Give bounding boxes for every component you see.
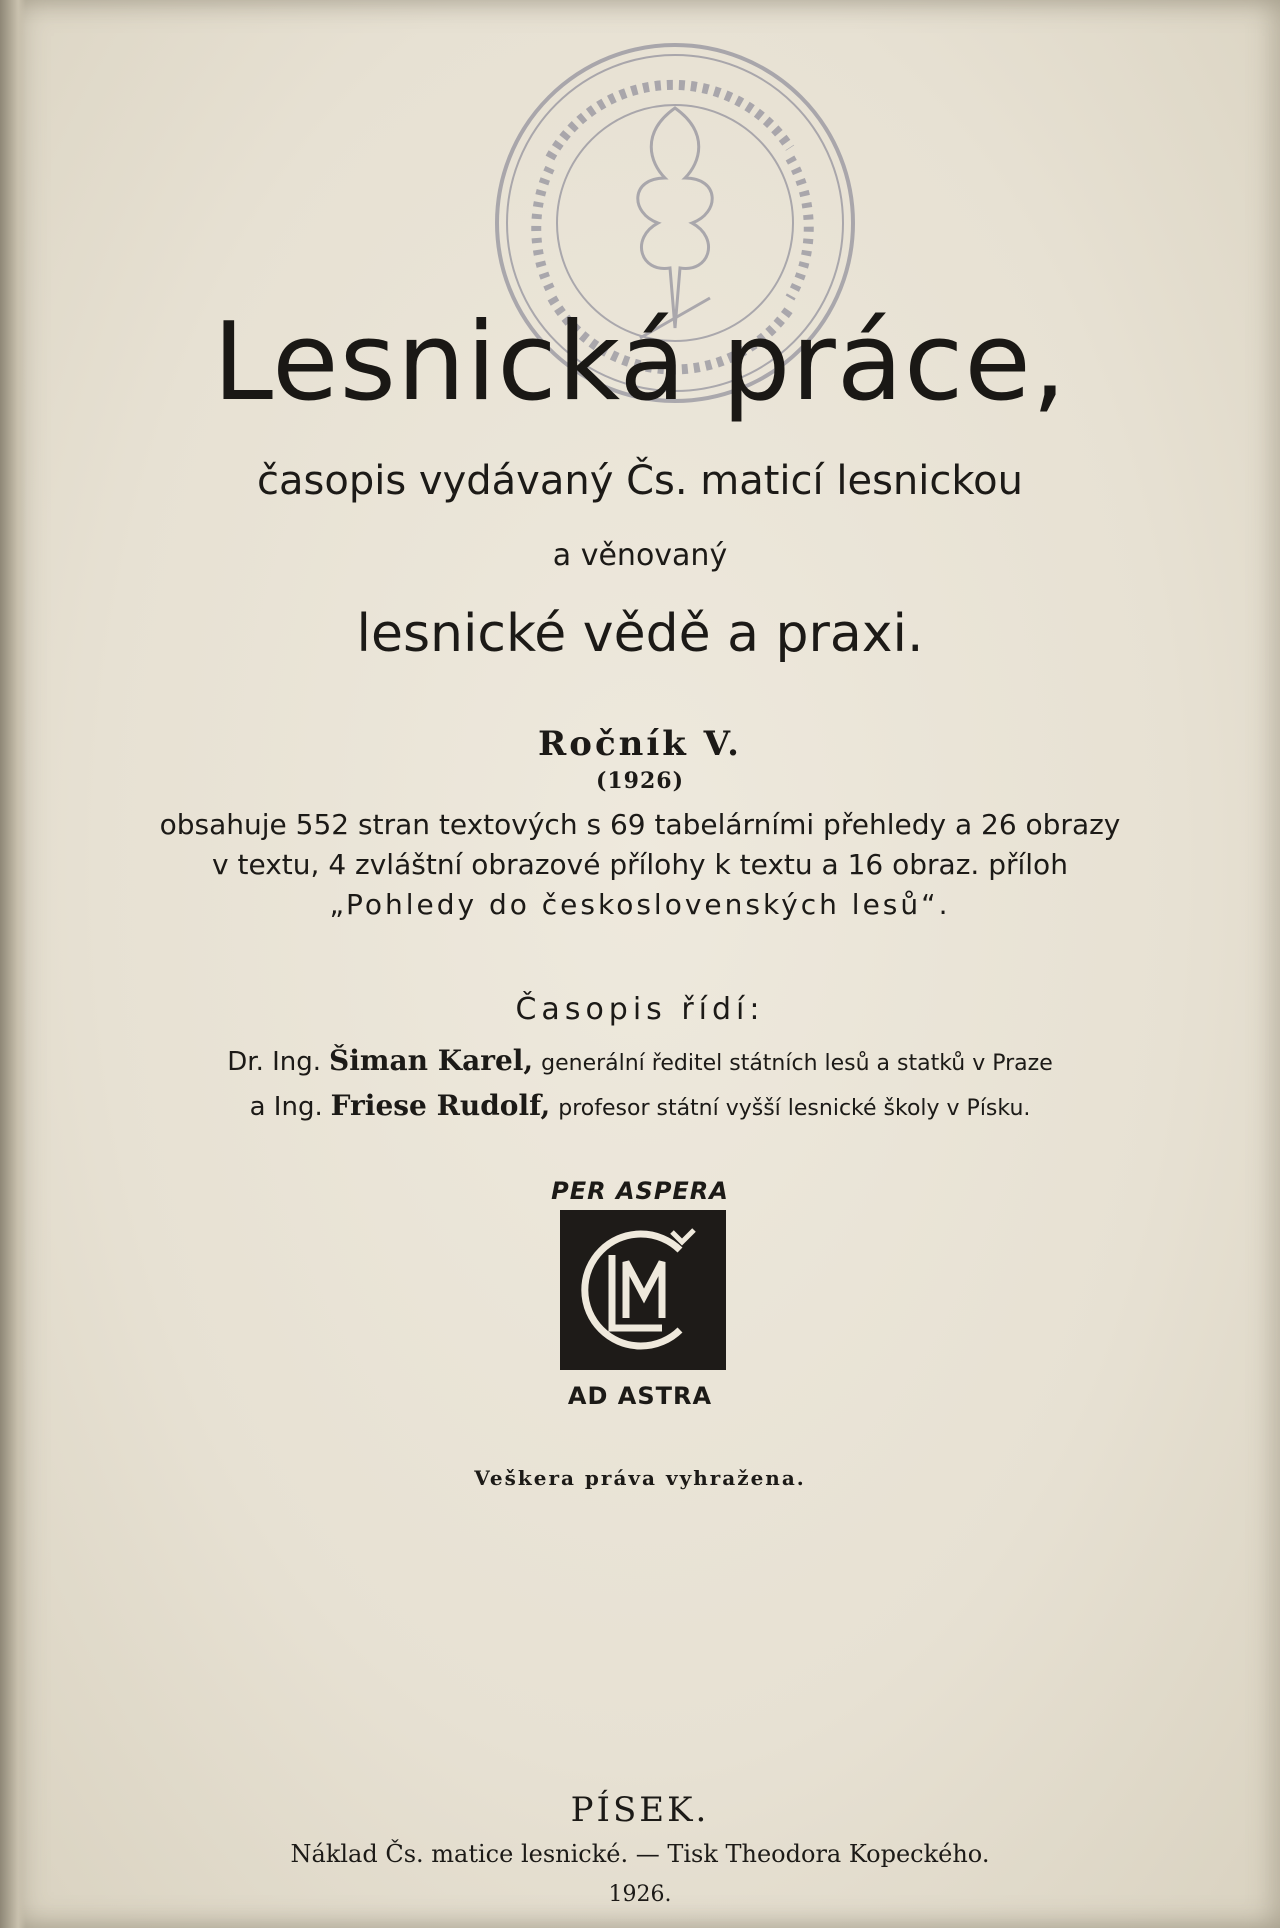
page-title: Lesnická práce, — [212, 300, 1068, 425]
book-spine-shadow — [0, 0, 26, 1928]
publisher-line: Náklad Čs. matice lesnické. — Tisk Theodora Kopeckého. — [290, 1840, 990, 1868]
science-line: lesnické vědě a praxi. — [356, 604, 924, 664]
publication-year: 1926. — [608, 1882, 672, 1907]
editor-description: profesor státní vyšší lesnické školy v Písku. — [558, 1096, 1031, 1121]
editor-prefix: Dr. Ing. — [227, 1047, 322, 1077]
publisher-monogram-logo — [560, 1210, 726, 1370]
logo-motto-bottom: AD ASTRA — [567, 1382, 713, 1410]
content-description — [0, 805, 1280, 925]
subtitle: časopis vydávaný Čs. maticí lesnickou — [257, 458, 1023, 504]
dedication: a věnovaný — [552, 538, 728, 573]
editor-row — [0, 1040, 1280, 1085]
logo-motto-top: PER ASPERA — [551, 1177, 729, 1205]
editor-prefix: a Ing. — [249, 1092, 323, 1122]
publication-city: PÍSEK. — [570, 1790, 710, 1830]
editors-list — [0, 1040, 1280, 1130]
editors-label: Časopis řídí: — [515, 992, 765, 1027]
editor-row — [0, 1085, 1280, 1130]
editor-description: generální ředitel státních lesů a statků v Praze — [541, 1051, 1053, 1076]
content-line: obsahuje 552 stran textových s 69 tabelárními přehledy a 26 obrazy — [159, 808, 1121, 841]
editor-name: Friese Rudolf, — [330, 1089, 551, 1122]
volume-year: (1926) — [595, 768, 685, 794]
editor-name: Šiman Karel, — [329, 1044, 534, 1077]
rights-notice: Veškera práva vyhražena. — [474, 1466, 806, 1490]
volume-label: Ročník V. — [538, 724, 742, 764]
content-line: „Pohledy do československých lesů“. — [329, 888, 951, 921]
content-line: v textu, 4 zvláštní obrazové přílohy k textu a 16 obraz. příloh — [212, 848, 1068, 881]
